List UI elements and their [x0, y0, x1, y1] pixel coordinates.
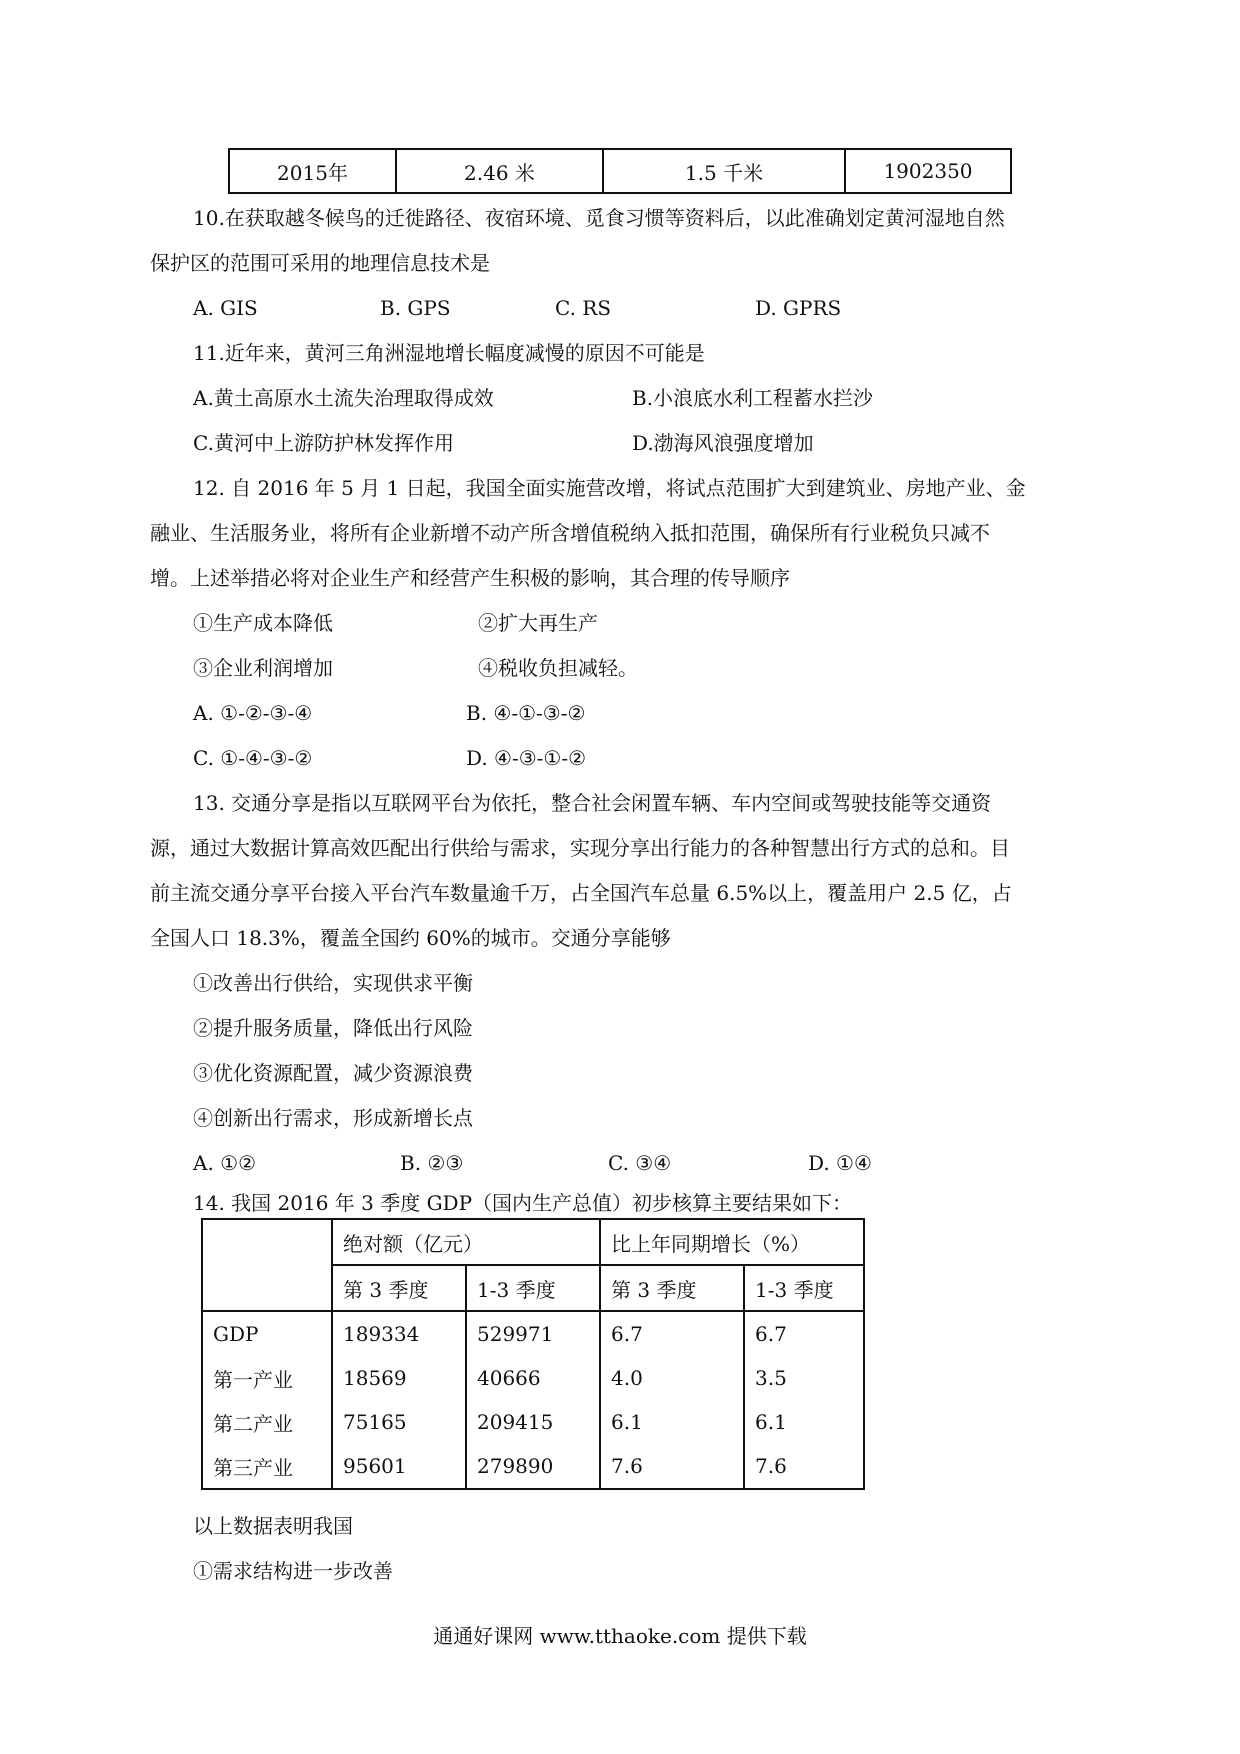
group-header-growth: 比上年同期增长（%）: [600, 1219, 864, 1265]
q14-stem: 14. 我国 2016 年 3 季度 GDP（国内生产总值）初步核算主要结果如下：: [193, 1191, 853, 1215]
q13-stem-line-1: 13. 交通分享是指以互联网平台为依托，整合社会闲置车辆、车内空间或驾驶技能等交通资: [193, 791, 992, 815]
table-cell: 7.6: [744, 1444, 864, 1489]
q10-stem-line-2: 保护区的范围可采用的地理信息技术是: [150, 251, 490, 275]
table-cell: 18569: [332, 1356, 466, 1400]
q13-option-b: B. ②③: [400, 1151, 464, 1175]
sub-header: 第 3 季度: [600, 1265, 744, 1311]
row-label: 第三产业: [202, 1444, 332, 1489]
table-cell: 1.5 千米: [603, 149, 845, 193]
table-cell: 6.7: [600, 1311, 744, 1356]
q13-stem-line-3: 前主流交通分享平台接入平台汽车数量逾千万，占全国汽车总量 6.5%以上，覆盖用户 2.5 亿，占: [150, 881, 1012, 905]
table-row: [202, 1311, 864, 1356]
row-label: 第二产业: [202, 1400, 332, 1444]
q13-item-1: ①改善出行供给，实现供求平衡: [193, 971, 473, 995]
row-label: GDP: [202, 1311, 332, 1356]
q11-option-c: C.黄河中上游防护林发挥作用: [193, 431, 454, 455]
q13-option-c: C. ③④: [608, 1151, 672, 1175]
page-footer: 通通好课网 www.tthaoke.com 提供下载: [433, 1624, 807, 1648]
q12-item-1: ①生产成本降低: [193, 611, 333, 635]
q10-option-b: B. GPS: [380, 296, 451, 320]
q10-option-d: D. GPRS: [755, 296, 842, 320]
table-cell: 95601: [332, 1444, 466, 1489]
q12-option-c: C. ①-④-③-②: [193, 746, 313, 770]
table-cell: 6.1: [600, 1400, 744, 1444]
q11-option-d: D.渤海风浪强度增加: [632, 431, 814, 455]
q10-option-a: A. GIS: [193, 296, 258, 320]
table-cell: 529971: [466, 1311, 600, 1356]
q11-stem: 11.近年来，黄河三角洲湿地增长幅度减慢的原因不可能是: [193, 341, 705, 365]
table-header-row: [202, 1219, 864, 1265]
table-cell: 6.7: [744, 1311, 864, 1356]
q13-item-2: ②提升服务质量，降低出行风险: [193, 1016, 473, 1040]
q12-option-a: A. ①-②-③-④: [193, 701, 313, 725]
table-row: [202, 1356, 864, 1400]
table-cell: 189334: [332, 1311, 466, 1356]
table-cell: 6.1: [744, 1400, 864, 1444]
table-corner-cell: [202, 1219, 332, 1311]
q13-stem-line-4: 全国人口 18.3%，覆盖全国约 60%的城市。交通分享能够: [150, 926, 671, 950]
q12-stem-line-2: 融业、生活服务业，将所有企业新增不动产所含增值税纳入抵扣范围，确保所有行业税负只减不: [150, 521, 990, 545]
table-cell: 7.6: [600, 1444, 744, 1489]
sub-header: 1-3 季度: [744, 1265, 864, 1311]
table-cell: 75165: [332, 1400, 466, 1444]
table-cell: 279890: [466, 1444, 600, 1489]
table-cell: 40666: [466, 1356, 600, 1400]
q12-item-3: ③企业利润增加: [193, 656, 333, 680]
q14-after-text: 以上数据表明我国: [193, 1514, 353, 1538]
table-cell: 1902350: [845, 149, 1011, 193]
q10-option-c: C. RS: [555, 296, 612, 320]
q11-option-a: A.黄土高原水土流失治理取得成效: [193, 386, 494, 410]
sub-header: 1-3 季度: [466, 1265, 600, 1311]
table-cell: 2.46 米: [396, 149, 603, 193]
gdp-table: [201, 1218, 865, 1490]
q11-option-b: B.小浪底水利工程蓄水拦沙: [632, 386, 874, 410]
table-row: [229, 149, 1011, 193]
table-cell: 209415: [466, 1400, 600, 1444]
q12-item-2: ②扩大再生产: [478, 611, 598, 635]
table-row: [202, 1400, 864, 1444]
row-label: 第一产业: [202, 1356, 332, 1400]
q10-stem-line-1: 10.在获取越冬候鸟的迁徙路径、夜宿环境、觅食习惯等资料后，以此准确划定黄河湿地自然: [193, 206, 1005, 230]
q13-option-a: A. ①②: [193, 1151, 257, 1175]
table-cell: 2015年: [229, 149, 396, 193]
q14-item-1: ①需求结构进一步改善: [193, 1559, 393, 1583]
q13-item-3: ③优化资源配置，减少资源浪费: [193, 1061, 473, 1085]
q12-stem-line-1: 12. 自 2016 年 5 月 1 日起，我国全面实施营改增，将试点范围扩大到建筑业、房地产业、金: [193, 476, 1026, 500]
q12-stem-line-3: 增。上述举措必将对企业生产和经营产生积极的影响，其合理的传导顺序: [150, 566, 790, 590]
table-row: [202, 1444, 864, 1489]
q13-option-d: D. ①④: [808, 1151, 872, 1175]
sub-header: 第 3 季度: [332, 1265, 466, 1311]
table-cell: 3.5: [744, 1356, 864, 1400]
q12-option-b: B. ④-①-③-②: [466, 701, 586, 725]
table-cell: 4.0: [600, 1356, 744, 1400]
q12-option-d: D. ④-③-①-②: [466, 746, 587, 770]
continued-data-table: [228, 148, 1012, 194]
q13-item-4: ④创新出行需求，形成新增长点: [193, 1106, 473, 1130]
group-header-absolute: 绝对额（亿元）: [332, 1219, 600, 1265]
q12-item-4: ④税收负担减轻。: [478, 656, 638, 680]
q13-stem-line-2: 源，通过大数据计算高效匹配出行供给与需求，实现分享出行能力的各种智慧出行方式的总和。目: [150, 836, 1010, 860]
